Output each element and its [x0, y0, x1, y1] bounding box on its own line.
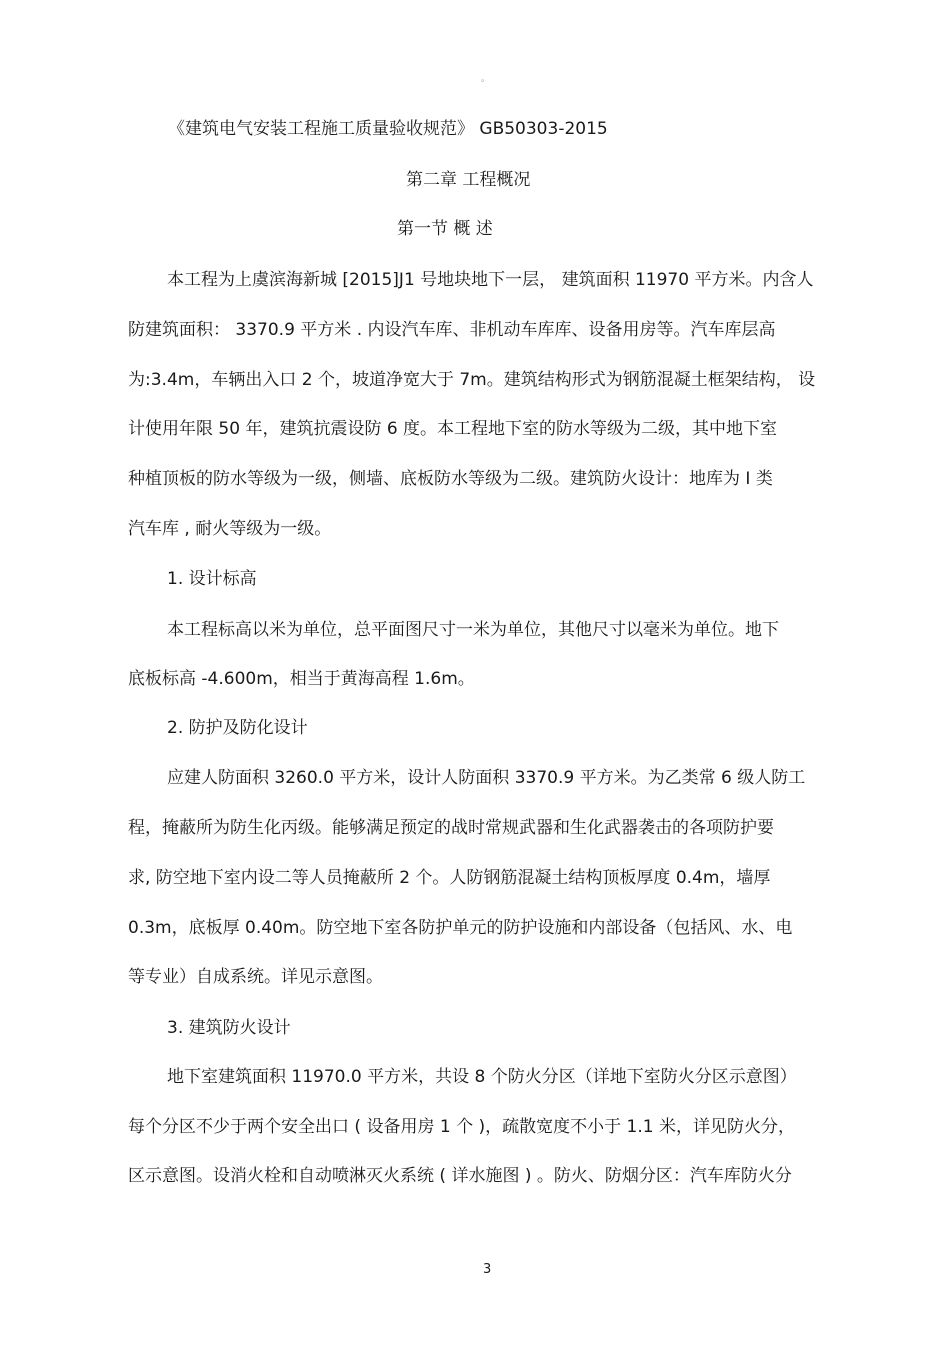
overview-line: 汽车库 , 耐火等级为一级。	[128, 519, 332, 539]
item3-line: 地下室建筑面积 11970.0 平方米，共设 8 个防火分区（详地下室防火分区示意图）	[167, 1067, 797, 1087]
reference-line: 《建筑电气安装工程施工质量验收规范》 GB50303-2015	[168, 119, 608, 139]
item2-line: 等专业）自成系统。详见示意图。	[128, 967, 383, 987]
item3-line: 每个分区不少于两个安全出口 ( 设备用房 1 个 )，疏散宽度不小于 1.1 米，详见防火分，	[128, 1117, 795, 1137]
overview-line: 种植顶板的防水等级为一级，侧墙、底板防水等级为二级。建筑防火设计：地库为 I 类	[128, 469, 773, 489]
overview-line: 防建筑面积： 3370.9 平方米 . 内设汽车库、非机动车库库、设备用房等。汽车库层高	[128, 320, 776, 340]
item2-heading: 2. 防护及防化设计	[167, 718, 308, 738]
item2-line: 0.3m，底板厚 0.40m。防空地下室各防护单元的防护设施和内部设备（包括风、水、电	[128, 918, 793, 938]
item1-line: 底板标高 -4.600m，相当于黄海高程 1.6m。	[128, 669, 475, 689]
item1-line: 本工程标高以米为单位，总平面图尺寸一米为单位，其他尺寸以毫米为单位。地下	[167, 620, 779, 640]
overview-line: 计使用年限 50 年，建筑抗震设防 6 度。本工程地下室的防水等级为二级，其中地下室	[128, 419, 778, 439]
page-number: 3	[483, 1262, 492, 1277]
item3-heading: 3. 建筑防火设计	[167, 1018, 291, 1038]
item2-line: 应建人防面积 3260.0 平方米，设计人防面积 3370.9 平方米。为乙类常 6 级人防工	[167, 768, 806, 788]
header-mark: 。	[481, 74, 491, 84]
overview-line: 本工程为上虞滨海新城 [2015]J1 号地块地下一层， 建筑面积 11970 平方米。内含人	[167, 270, 814, 290]
item2-line: 求, 防空地下室内设二等人员掩蔽所 2 个。人防钢筋混凝土结构顶板厚度 0.4m，墙厚	[128, 868, 771, 888]
item3-line: 区示意图。设消火栓和自动喷淋灭火系统 ( 详水施图 ) 。防火、防烟分区：汽车库防火分	[128, 1166, 792, 1186]
item1-heading: 1. 设计标高	[167, 569, 257, 589]
chapter-title: 第二章 工程概况	[406, 170, 531, 190]
overview-line: 为:3.4m，车辆出入口 2 个，坡道净宽大于 7m。建筑结构形式为钢筋混凝土框架结构， 设	[128, 370, 816, 390]
item2-line: 程，掩蔽所为防生化丙级。能够满足预定的战时常规武器和生化武器袭击的各项防护要	[128, 818, 774, 838]
section-title: 第一节 概 述	[397, 219, 493, 239]
